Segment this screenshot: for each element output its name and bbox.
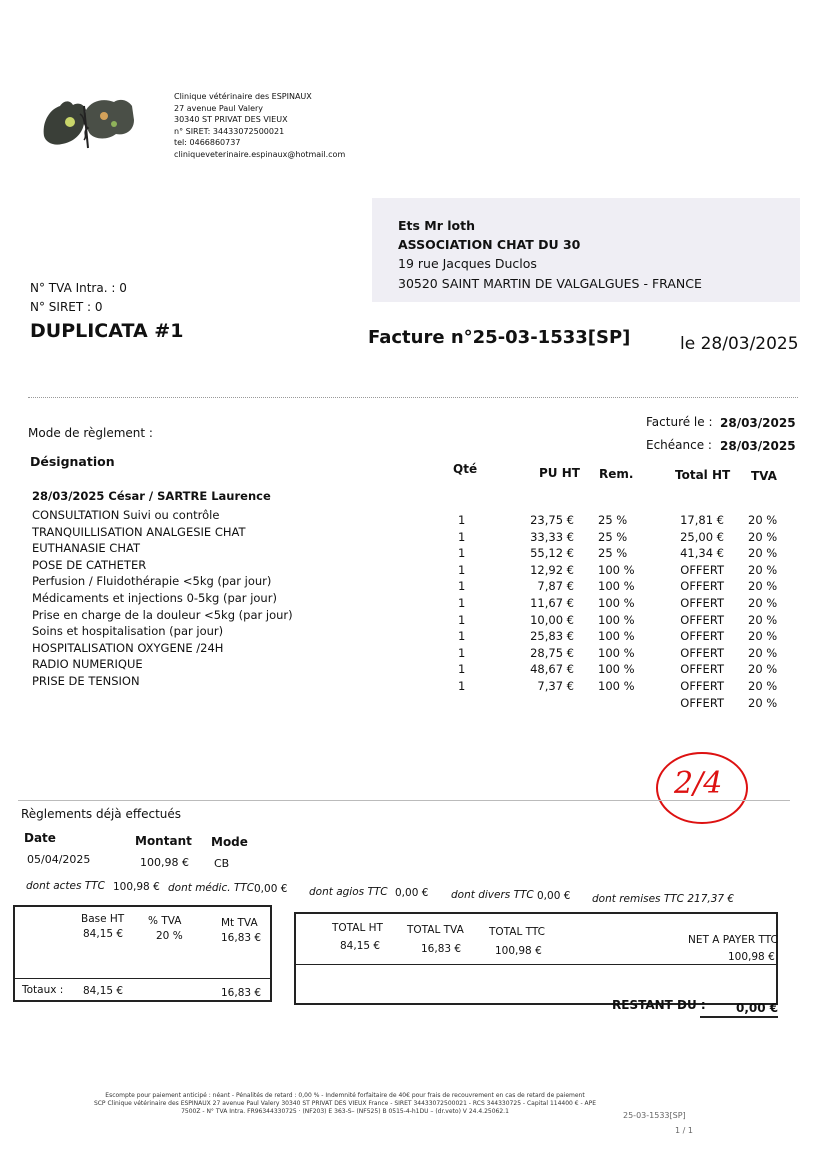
item-qty: 1 — [458, 662, 466, 677]
item-pu: 7,37 € — [537, 679, 574, 693]
item-pu: 25,83 € — [530, 629, 574, 644]
item-pu: 11,67 € — [530, 596, 574, 610]
col-pu: PU HT — [539, 466, 580, 480]
handwritten-circle — [652, 748, 752, 828]
total-ht: 84,15 € — [340, 940, 381, 952]
billed-label: Facturé le : — [646, 415, 713, 429]
table-row — [0, 624, 827, 644]
restant-value: 0,00 € — [736, 1001, 779, 1015]
item-total: OFFERT — [680, 695, 724, 710]
item-tva: 20 % — [748, 662, 778, 677]
medic-value: 0,00 € — [254, 883, 288, 895]
item-designation: PRISE DE TENSION — [32, 674, 140, 688]
table-row — [0, 557, 827, 577]
table-row — [0, 691, 827, 710]
recipient-street: 19 rue Jacques Duclos — [398, 256, 537, 271]
item-designation: Médicaments et injections 0-5kg (par jour) — [32, 591, 277, 605]
clinic-logo — [40, 96, 136, 154]
item-pu: 55,12 € — [530, 546, 574, 561]
item-designation: Perfusion / Fluidothérapie <5kg (par jour) — [32, 574, 272, 589]
item-designation: Prise en charge de la douleur <5kg (par jour) — [32, 607, 293, 622]
col-rem: Rem. — [599, 467, 634, 481]
item-tva: 20 % — [748, 579, 778, 594]
col-total: Total HT — [675, 468, 731, 482]
clinic-city: 30340 ST PRIVAT DES VIEUX — [174, 115, 288, 124]
vat-total-mt: 16,83 € — [221, 987, 262, 999]
item-qty: 1 — [458, 629, 466, 644]
clinic-siret: n° SIRET: 34433072500021 — [174, 126, 285, 136]
item-rem: 100 % — [598, 662, 635, 677]
item-tva: 20 % — [748, 612, 778, 627]
item-total: 25,00 € — [680, 529, 724, 544]
item-designation: Soins et hospitalisation (par jour) — [32, 624, 224, 639]
item-total: OFFERT — [680, 596, 724, 610]
item-designation: HOSPITALISATION OXYGENE /24H — [32, 640, 224, 655]
item-rem: 100 % — [598, 629, 635, 644]
billed-date: 28/03/2025 — [720, 416, 796, 430]
item-tva: 20 % — [748, 513, 778, 527]
item-rem: 100 % — [598, 596, 635, 610]
table-row — [0, 607, 827, 627]
item-qty: 1 — [458, 513, 466, 527]
footer-line2: SCP Clinique vétérinaire des ESPINAUX 27 avenue Paul Valery 30340 ST PRIVAT DES VIEUX France - SIRET 34433072500021 - RCS 344330725 - Capital 114400 € - APE — [93, 1100, 597, 1107]
vat-total-base: 84,15 € — [83, 985, 124, 997]
due-date: 28/03/2025 — [720, 439, 796, 453]
total-ht-header: TOTAL HT — [332, 922, 383, 934]
total-tva: 16,83 € — [421, 943, 462, 955]
tva-number: N° TVA Intra. : 0 — [30, 281, 127, 295]
item-pu: 23,75 € — [530, 513, 574, 527]
item-pu: 33,33 € — [530, 529, 574, 544]
item-designation: CONSULTATION Suivi ou contrôle — [32, 508, 220, 522]
item-rem: 25 % — [598, 529, 628, 544]
col-qty: Qté — [453, 462, 478, 476]
item-qty: 1 — [458, 529, 466, 544]
table-row — [0, 657, 827, 677]
divers-value: 0,00 € — [537, 890, 571, 902]
table-row — [0, 524, 827, 544]
payments-date-label: Date — [24, 831, 56, 845]
item-tva: 20 % — [748, 679, 778, 693]
payments-title: Règlements déjà effectués — [21, 807, 182, 821]
item-tva: 20 % — [748, 695, 778, 710]
item-qty: 1 — [458, 612, 466, 627]
item-qty: 1 — [458, 645, 466, 660]
invoice-date: le 28/03/2025 — [680, 334, 799, 354]
clinic-address: 27 avenue Paul Valery — [174, 103, 264, 113]
item-total: 41,34 € — [680, 546, 724, 561]
clinic-name: Clinique vétérinaire des ESPINAUX — [174, 92, 312, 101]
actes-value: 100,98 € — [113, 881, 160, 893]
payment-amount: 100,98 € — [140, 856, 189, 869]
item-designation: EUTHANASIE CHAT — [32, 541, 140, 556]
item-rem: 100 % — [598, 679, 635, 693]
vat-pct: 20 % — [156, 930, 183, 942]
duplicata-title: DUPLICATA #1 — [30, 320, 184, 342]
item-pu: 7,87 € — [537, 579, 574, 594]
footer-ref: 25-03-1533[SP] — [623, 1111, 686, 1120]
totals-divider — [296, 964, 776, 965]
item-pu: 12,92 € — [530, 562, 574, 577]
siret-number: N° SIRET : 0 — [30, 300, 103, 314]
animals-logo-icon — [40, 96, 136, 154]
restant-underline — [700, 1016, 778, 1018]
recipient-org: ASSOCIATION CHAT DU 30 — [398, 237, 581, 252]
footer-text — [0, 1092, 690, 1116]
handwritten-note: 2/4 — [674, 766, 723, 801]
item-qty: 1 — [458, 679, 466, 693]
divider-top — [28, 397, 798, 398]
vat-divider — [15, 978, 270, 979]
item-rem: 25 % — [598, 513, 628, 527]
total-ttc-header: TOTAL TTC — [489, 926, 546, 938]
table-row — [0, 640, 827, 660]
divider-payments — [18, 800, 790, 801]
item-designation: POSE DE CATHETER — [32, 557, 147, 572]
footer-line1: Escompte pour paiement anticipé : néant - Pénalités de retard : 0,00 % - Indemnité forfaitaire de 40€ pour frais de recouvrement en cas de retard de paiement — [105, 1092, 585, 1099]
item-rem: 25 % — [598, 546, 628, 561]
item-total: OFFERT — [680, 612, 724, 627]
item-qty: 1 — [458, 579, 466, 594]
clinic-email: cliniqueveterinaire.espinaux@hotmail.com — [174, 149, 346, 159]
col-designation: Désignation — [30, 454, 115, 469]
footer-line3: 7500Z - N° TVA Intra. FR96344330725 · (NF203) E 363-S– (NF525) B 0515-4-h1DU – (dr.veto) V 24.4.25062.1 — [181, 1108, 509, 1115]
divers-label: dont divers TTC — [451, 889, 534, 901]
table-row — [0, 508, 827, 527]
vat-totals-label: Totaux : — [22, 984, 64, 996]
totals-box — [294, 912, 778, 1005]
vat-box — [13, 905, 272, 1002]
item-total: OFFERT — [680, 579, 724, 594]
item-pu: 10,00 € — [530, 612, 574, 627]
actes-label: dont actes TTC — [26, 880, 105, 892]
remises: dont remises TTC 217,37 € — [592, 893, 735, 905]
recipient-name: Ets Mr loth — [398, 218, 476, 233]
vat-mt-header: Mt TVA — [221, 917, 258, 929]
patient-line: 28/03/2025 César / SARTRE Laurence — [32, 489, 271, 503]
net-value: 100,98 € — [728, 951, 775, 963]
item-rem: 100 % — [598, 579, 635, 594]
payment-mode-label: Mode de règlement : — [28, 426, 153, 440]
item-qty: 1 — [458, 562, 466, 577]
item-total: OFFERT — [680, 679, 724, 693]
table-row — [0, 674, 827, 693]
item-tva: 20 % — [748, 629, 778, 644]
total-ttc: 100,98 € — [495, 945, 542, 957]
recipient-block — [372, 198, 800, 302]
item-tva: 20 % — [748, 546, 778, 561]
net-label: NET A PAYER TTC — [688, 934, 778, 946]
clinic-info — [174, 91, 345, 160]
item-total: OFFERT — [680, 629, 724, 644]
item-rem: 100 % — [598, 612, 635, 627]
table-row — [0, 591, 827, 610]
payments-amount-label: Montant — [135, 834, 192, 848]
vat-pct-header: % TVA — [148, 915, 182, 927]
recipient-city: 30520 SAINT MARTIN DE VALGALGUES - FRANCE — [398, 276, 702, 291]
table-row — [0, 574, 827, 594]
clinic-phone: tel: 0466860737 — [174, 138, 241, 147]
vat-base-header: Base HT — [81, 913, 125, 925]
payment-date: 05/04/2025 — [27, 853, 91, 866]
payment-mode: CB — [214, 857, 230, 870]
item-pu: 28,75 € — [530, 645, 574, 660]
agios-label: dont agios TTC — [309, 886, 388, 898]
invoice-title: Facture n°25-03-1533[SP] — [368, 327, 631, 348]
item-rem: 100 % — [598, 562, 635, 577]
payments-mode-label: Mode — [211, 835, 248, 849]
footer-page: 1 / 1 — [675, 1126, 693, 1135]
item-tva: 20 % — [748, 596, 778, 610]
item-tva: 20 % — [748, 645, 778, 660]
item-qty: 1 — [458, 596, 466, 610]
vat-mt: 16,83 € — [221, 932, 262, 944]
item-tva: 20 % — [748, 529, 778, 544]
item-total: OFFERT — [680, 562, 724, 577]
vat-base: 84,15 € — [83, 928, 124, 940]
item-total: OFFERT — [680, 662, 724, 677]
item-total: OFFERT — [680, 645, 724, 660]
medic-label: dont médic. TTC — [168, 882, 255, 894]
item-pu: 48,67 € — [530, 662, 574, 677]
item-designation: RADIO NUMERIQUE — [32, 657, 143, 672]
total-tva-header: TOTAL TVA — [407, 924, 464, 936]
table-row — [0, 541, 827, 561]
restant-label: RESTANT DU : — [612, 998, 706, 1012]
item-qty: 1 — [458, 546, 466, 561]
agios-value: 0,00 € — [395, 887, 429, 899]
col-tva: TVA — [751, 469, 777, 483]
item-total: 17,81 € — [680, 513, 724, 527]
item-designation: TRANQUILLISATION ANALGESIE CHAT — [32, 524, 246, 539]
due-label: Echéance : — [646, 438, 712, 452]
item-rem: 100 % — [598, 645, 635, 660]
item-tva: 20 % — [748, 562, 778, 577]
